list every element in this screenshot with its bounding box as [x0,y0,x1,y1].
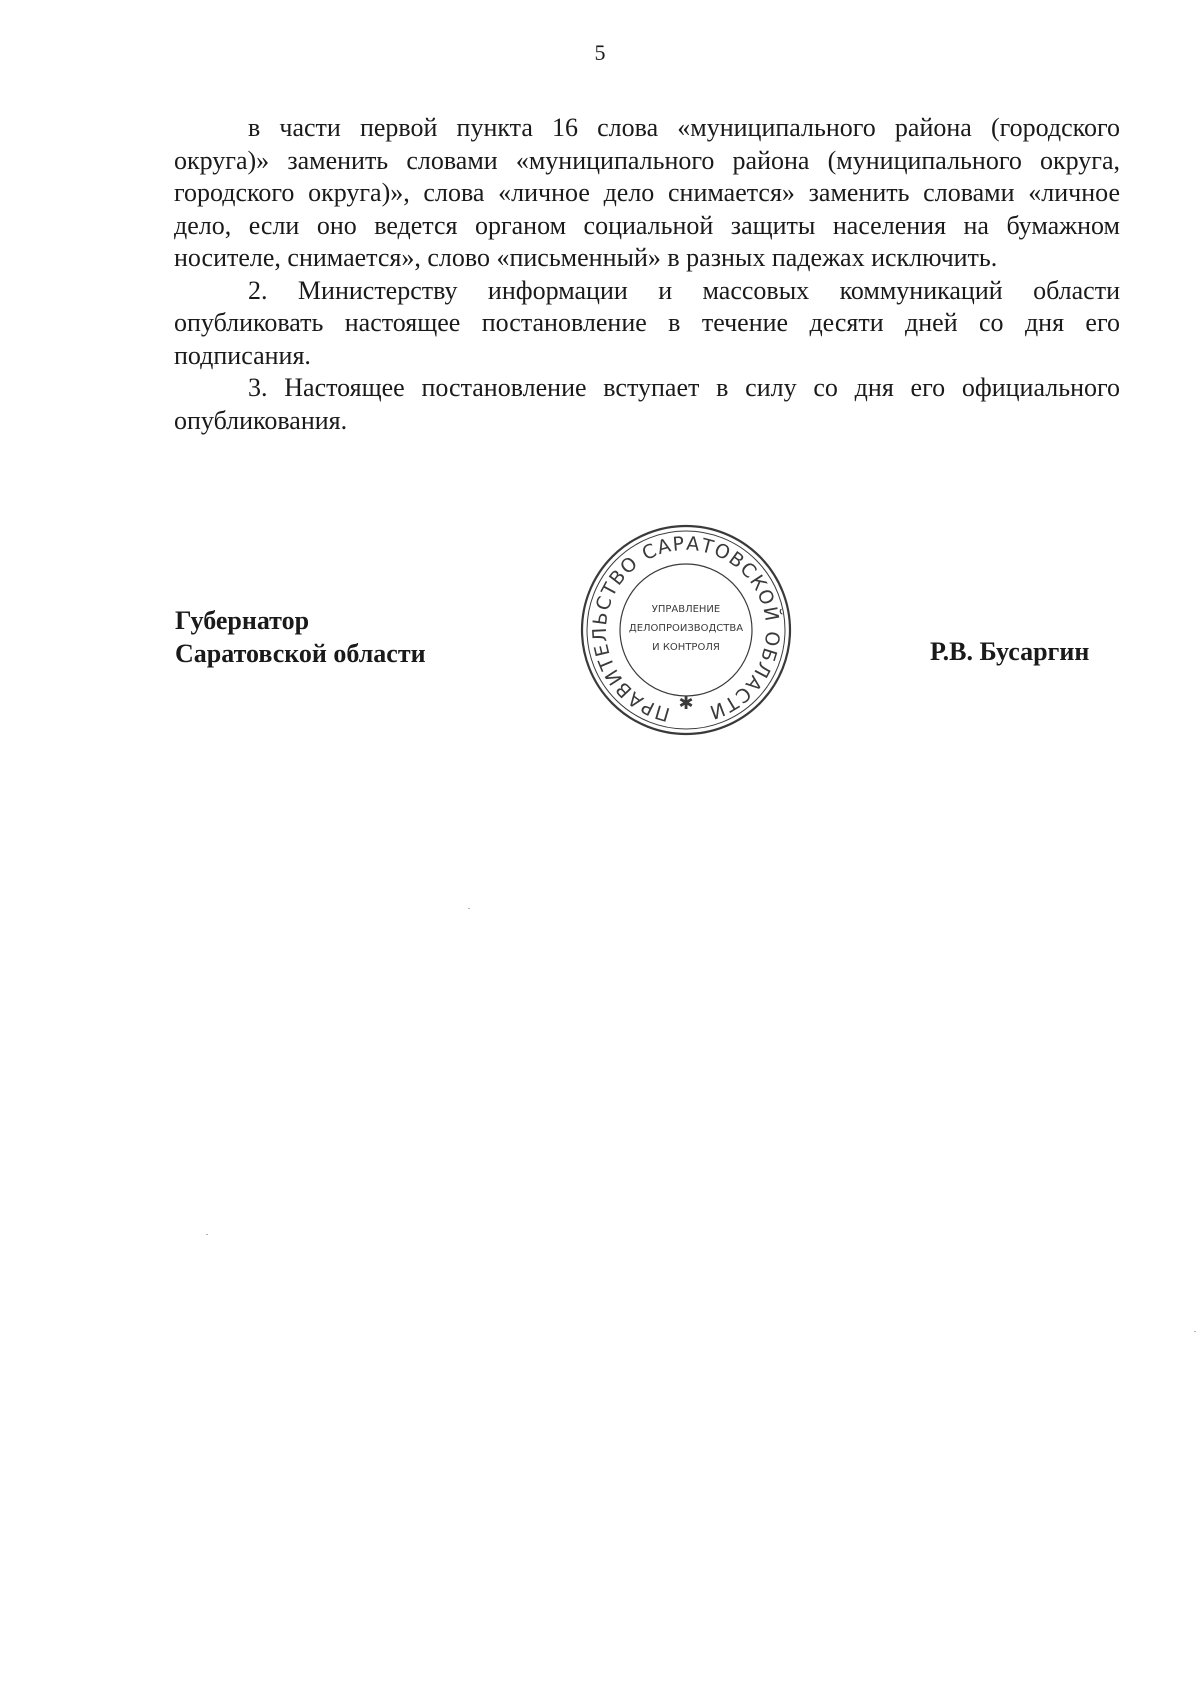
paragraph-1: в части первой пункта 16 слова «муниципального района (городского округа)» заменить словами «муниципального района (муниципального округа, городского округа)», слова «личное дело снимается» заменить словами «личное дело, если оно ведется органом социальной защиты населения на бумажном носителе, снимается», слово «письменный» в разных падежах исключить. [174,113,1120,272]
signatory-position [175,604,426,670]
scan-speck [1194,1331,1196,1332]
scan-speck [468,908,470,909]
stamp-inner-line1: УПРАВЛЕНИЕ [651,604,721,615]
paragraph-3: 3. Настоящее постановление вступает в силу со дня его официального опубликования. [174,373,1120,435]
document-body [174,112,1120,437]
stamp-inner-line2: ДЕЛОПРОИЗВОДСТВА [628,623,744,634]
stamp-star-icon: ✱ [678,693,694,714]
official-stamp [579,523,793,737]
paragraph-2: 2. Министерству информации и массовых коммуникаций области опубликовать настоящее постановление в течение десяти дней со дня его подписания. [174,275,1120,370]
signatory-position-line1: Губернатор [175,606,310,635]
stamp-outer-text: ПРАВИТЕЛЬСТВО САРАТОВСКОЙ ОБЛАСТИ [588,532,784,726]
scan-speck [206,1234,208,1235]
stamp-inner-line3: И КОНТРОЛЯ [652,642,720,653]
signatory-position-line2: Саратовской области [175,639,426,668]
signatory-name: Р.В. Бусаргин [930,637,1090,666]
page-number: 5 [594,40,606,65]
